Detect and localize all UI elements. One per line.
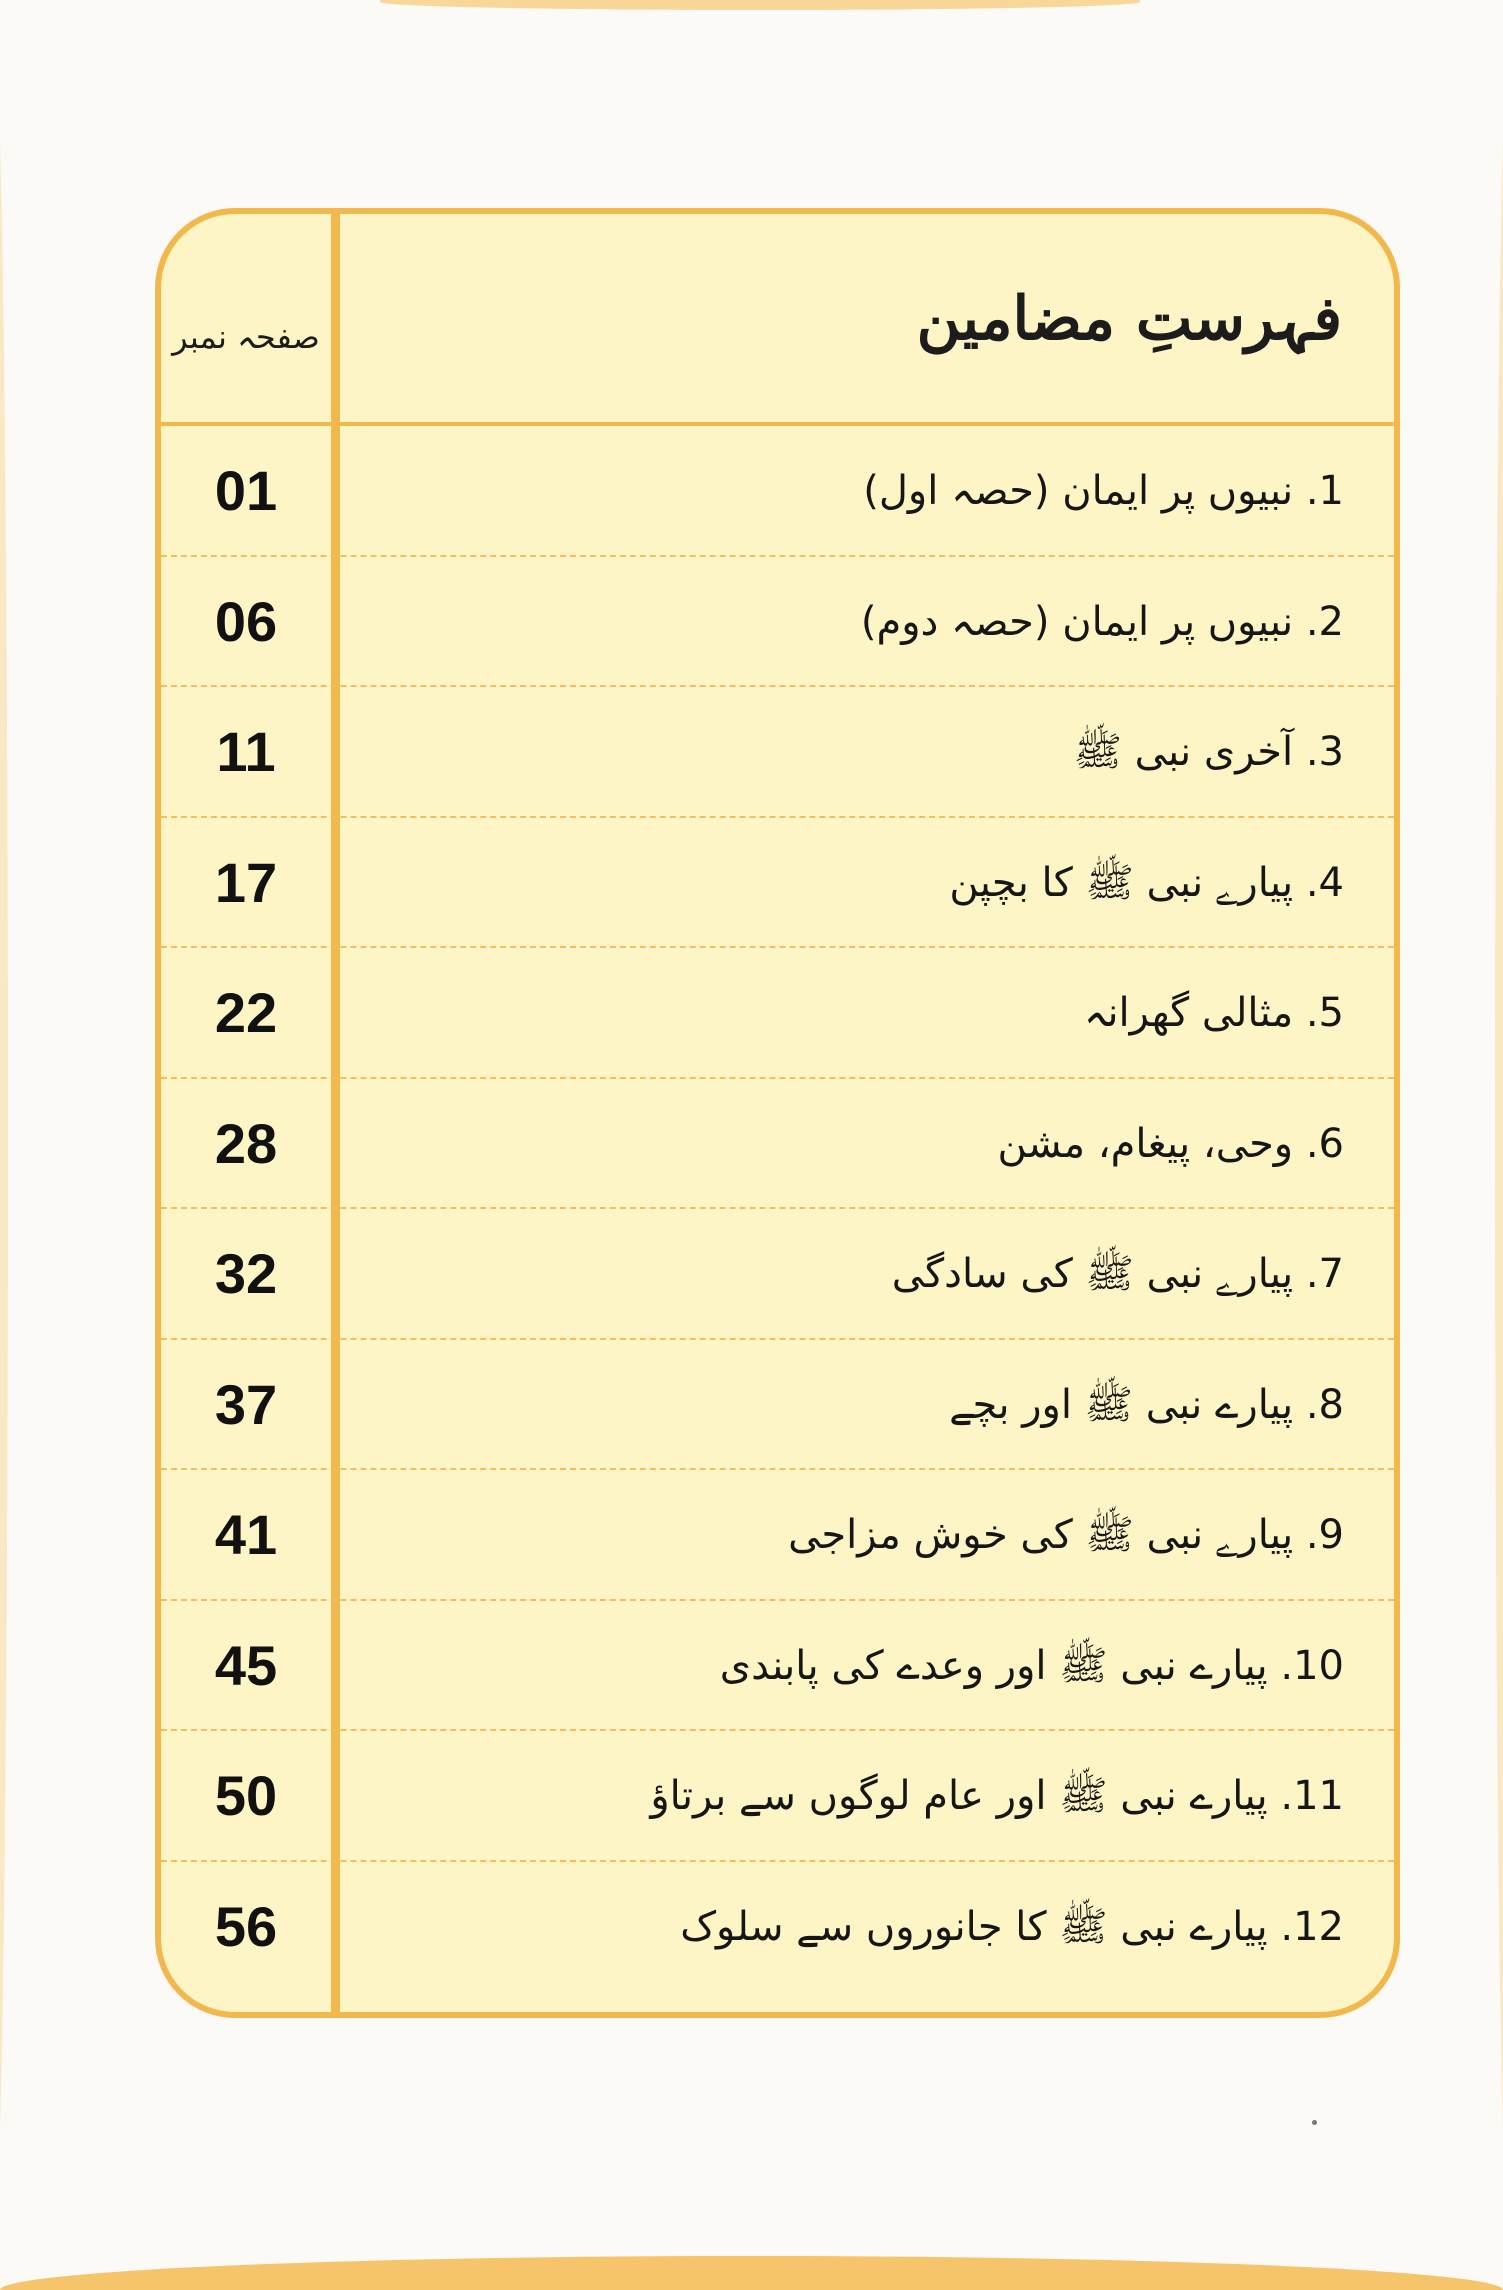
toc-entry-page: 06 <box>214 589 278 653</box>
toc-entry-title: 5. مثالی گھرانہ <box>1083 990 1344 1036</box>
page-edge-right <box>1495 60 1503 2210</box>
toc-entry-page: 01 <box>214 459 278 522</box>
toc-entry-page: 22 <box>214 981 278 1044</box>
toc-entry-page: 32 <box>214 1242 278 1305</box>
toc-entry-title: 3. آخری نبی ﷺ <box>1073 729 1344 775</box>
toc-entry[interactable] <box>161 1862 1394 1993</box>
toc-entry-title: 11. پیارے نبی ﷺ اور عام لوگوں سے برتاؤ <box>650 1773 1344 1819</box>
toc-entry[interactable] <box>161 557 1394 688</box>
toc-entry[interactable] <box>161 1209 1394 1340</box>
toc-entry[interactable] <box>161 1079 1394 1210</box>
toc-entry-title: 1. نبیوں پر ایمان (حصہ اول) <box>863 468 1344 514</box>
toc-entry[interactable] <box>161 426 1394 557</box>
toc-entry-page: 41 <box>214 1503 278 1566</box>
toc-entry-title: 6. وحی، پیغام، مشن <box>997 1120 1344 1167</box>
page-edge-left <box>0 60 8 2210</box>
toc-entry-page: 11 <box>216 720 276 783</box>
page-edge-top <box>380 0 1140 10</box>
toc-entry-page: 37 <box>214 1372 278 1436</box>
toc-entries <box>161 426 1394 1992</box>
toc-entry[interactable] <box>161 687 1394 818</box>
toc-entry[interactable] <box>161 818 1394 949</box>
toc-entry[interactable] <box>161 1340 1394 1471</box>
page-edge-bottom <box>0 2256 1503 2290</box>
toc-entry-page: 45 <box>214 1633 278 1697</box>
toc-entry-page: 50 <box>214 1764 278 1827</box>
toc-entry-title: 7. پیارے نبی ﷺ کی سادگی <box>891 1251 1344 1297</box>
toc-entry-title: 8. پیارے نبی ﷺ اور بچے <box>949 1381 1344 1428</box>
table-of-contents-box <box>155 208 1400 2018</box>
scan-speck <box>1312 2120 1317 2125</box>
toc-heading: فہرستِ مضامین <box>916 284 1342 354</box>
toc-entry[interactable] <box>161 948 1394 1079</box>
page-number-column-heading: صفحہ نمبر <box>172 318 320 356</box>
toc-entry-title: 9. پیارے نبی ﷺ کی خوش مزاجی <box>788 1512 1344 1558</box>
toc-entry[interactable] <box>161 1601 1394 1732</box>
toc-entry-title: 4. پیارے نبی ﷺ کا بچپن <box>949 859 1344 906</box>
toc-entry-page: 17 <box>214 850 278 914</box>
toc-entry-title: 2. نبیوں پر ایمان (حصہ دوم) <box>860 598 1344 645</box>
toc-entry[interactable] <box>161 1470 1394 1601</box>
toc-entry-page: 56 <box>214 1894 278 1958</box>
toc-entry-page: 28 <box>214 1111 278 1175</box>
toc-entry-title: 12. پیارے نبی ﷺ کا جانوروں سے سلوک <box>680 1903 1344 1950</box>
toc-entry-title: 10. پیارے نبی ﷺ اور وعدے کی پابندی <box>719 1642 1344 1689</box>
toc-entry[interactable] <box>161 1731 1394 1862</box>
